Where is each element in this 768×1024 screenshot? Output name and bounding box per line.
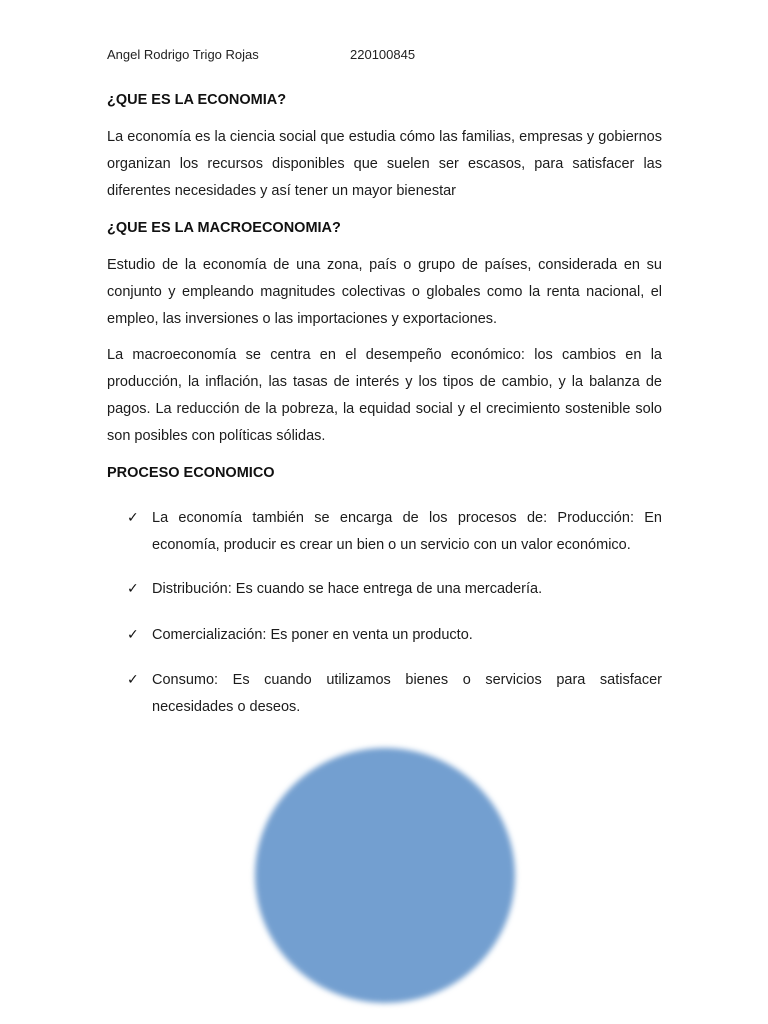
list-item-text: Consumo: Es cuando utilizamos bienes o servicios para satisfacer necesidades o deseos. — [152, 672, 662, 715]
blue-circle-shape — [255, 748, 515, 1003]
checkmark-icon: ✓ — [127, 509, 139, 525]
checkmark-icon: ✓ — [127, 671, 139, 687]
document-header — [107, 47, 415, 62]
list-item-text: Comercialización: Es poner en venta un producto. — [152, 627, 473, 643]
list-item — [127, 667, 662, 721]
list-item-text: Distribución: Es cuando se hace entrega de una mercadería. — [152, 581, 543, 597]
author-name: Angel Rodrigo Trigo Rojas — [107, 47, 259, 62]
checkmark-icon: ✓ — [127, 626, 139, 642]
list-item — [127, 622, 662, 649]
paragraph-economia: La economía es la ciencia social que estudia cómo las familias, empresas y gobiernos organizan los recursos disponibles que suelen ser escasos, para satisfacer las diferentes necesidades y así tener un mayor bienestar — [107, 129, 662, 199]
checkmark-icon: ✓ — [127, 580, 139, 596]
paragraph-macroeconomia-2: La macroeconomía se centra en el desempeño económico: los cambios en la producción, la inflación, las tasas de interés y los tipos de cambio, y la balanza de pagos. La reducción de la pobreza, la equidad social y el crecimiento sostenible solo son posibles con políticas sólidas. — [107, 347, 662, 444]
list-item — [127, 505, 662, 559]
list-item — [127, 576, 662, 603]
heading-macroeconomia: ¿QUE ES LA MACROECONOMIA? — [107, 220, 341, 236]
paragraph-macroeconomia-1: Estudio de la economía de una zona, país o grupo de países, considerada en su conjunto y empleando magnitudes colectivas o globales como la renta nacional, el empleo, las inversiones o las importaciones y exportaciones. — [107, 257, 662, 327]
process-list — [127, 505, 662, 721]
student-code: 220100845 — [350, 47, 416, 62]
heading-economia: ¿QUE ES LA ECONOMIA? — [107, 92, 287, 108]
heading-proceso: PROCESO ECONOMICO — [107, 465, 275, 481]
list-item-text: La economía también se encarga de los procesos de: Producción: En economía, producir es crear un bien o un servicio con un valor económico. — [152, 510, 662, 553]
